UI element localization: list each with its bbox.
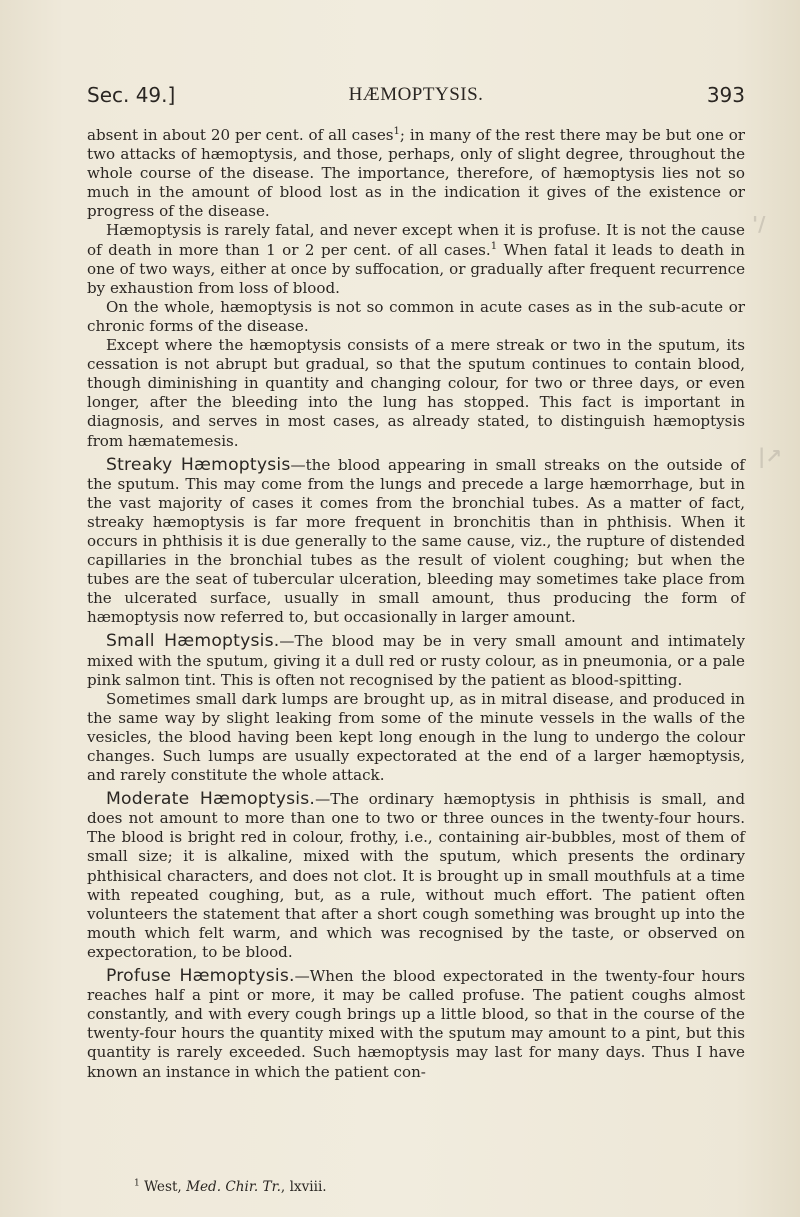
running-head [87, 80, 745, 110]
page-title: HÆMOPTYSIS. [348, 84, 484, 105]
paragraph: Sometimes small dark lumps are brought up, as in mitral disease, and produced in the same way by slight leaking from some of the minute vessels in the walls of the vesicles, the blood having been kept long enough in the lung to undergo the colour changes. Such lumps are usually expectorated at the end of a larger hæmoptysis, and rarely constitute the whole attack. [87, 689, 745, 785]
section-text: —the blood appearing in small streaks on the outside of the sputum. This may come from the lungs and precede a large hæmorrhage, but in the vast majority of cases it comes from the bronchial tubes. As a matter of fact, streaky hæmoptysis is far more frequent in bronchitis than in phthisis. When it occurs in phthisis it is due generally to the same cause, viz., the rupture of distended capillaries in the bronchial tubes as the result of violent coughing; but when the tubes are the seat of tubercular ulceration, bleeding may sometimes take place from the ulcerated surface, usually in small amount, thus producing the form of hæmoptysis now referred to, but occasionally in larger amount. [87, 455, 745, 627]
section-profuse [87, 967, 745, 1082]
section-heading: Small Hæmoptysis. [106, 631, 280, 652]
paragraph: Hæmoptysis is rarely fatal, and never except when it is profuse. It is not the cause of death in more than 1 or 2 per cent. of all cases.$^1$ When fatal it leads to death in one of two ways, either at once by suffocation, or gradually after frequent recurrence by exhaustion from loss of blood. [87, 221, 745, 297]
page-number: 393 [706, 83, 745, 107]
paragraph: On the whole, hæmoptysis is not so common in acute cases as in the sub-acute or chronic forms of the disease. [87, 297, 745, 335]
section-text: —When the blood expectorated in the twenty-four hours reaches half a pint or more, it may be called profuse. The patient coughs almost constantly, and with every cough brings up a little blood, so that in the course of the twenty-four hours the quantity mixed with the sputum may amount to a pint, but this quantity is rarely exceeded. Such hæmoptysis may last for many days. Thus I have known an instance in which the patient con- [87, 967, 745, 1081]
section-heading: Moderate Hæmoptysis. [106, 789, 316, 810]
paragraph: Except where the hæmoptysis consists of a mere streak or two in the sputum, its cessation is not abrupt but gradual, so that the sputum continues to contain blood, though diminishing in quantity and changing colour, for two or three days, or even longer, after the bleeding into the lung has stopped. This fact is important in diagnosis, and serves in most cases, as already stated, to distinguish hæmoptysis from hæmatemesis. [87, 336, 745, 450]
section-text: —The blood may be in very small amount and intimately mixed with the sputum, giving it a dull red or rusty colour, as in pneumonia, or a pale pink salmon tint. This is often not recognised by the patient as blood-spitting. [87, 632, 745, 689]
footnote-ref: 1 [490, 240, 498, 252]
section-small [87, 632, 745, 689]
section-heading: Profuse Hæmoptysis. [106, 966, 295, 987]
footnote-mark: 1 [134, 1178, 140, 1189]
section-number: Sec. 49.] [87, 83, 176, 107]
margin-annotation: |↗ [758, 444, 783, 468]
margin-annotation: '/ [752, 212, 766, 236]
journal-title: Med. Chir. Tr. [186, 1179, 281, 1195]
section-streaky [87, 456, 745, 628]
section-heading: Streaky Hæmoptysis [106, 454, 291, 475]
footnote-ref: 1 [393, 125, 400, 137]
body-text [87, 126, 745, 1082]
paragraph: absent in about 20 per cent. of all cases$^1$; in many of the rest there may be but one or two attacks of hæmoptysis, and those, perhaps, only of slight degree, throughout the whole course of the disease. The importance, therefore, of hæmoptysis lies not so much in the amount of blood lost as in the indication it gives of the existence or progress of the disease. [87, 125, 745, 221]
footnote: $^1$ West, Med. Chir. Tr., lxviii. [134, 1178, 327, 1195]
section-moderate [87, 790, 745, 962]
section-text: —The ordinary hæmoptysis in phthisis is small, and does not amount to more than one to two or three ounces in the twenty-four hours. The blood is bright red in colour, frothy, i.e., containing air-bubbles, most of them of small size; it is alkaline, mixed with the sputum, which presents the ordinary phthisical characters, and does not clot. It is brought up in small mouthfuls at a time with repeated coughing, but, as a rule, without much effort. The patient often volunteers the statement that after a short cough something was brought up into the mouth which felt warm, and which was recognised by the taste, or observed on expectoration, to be blood. [87, 790, 746, 961]
